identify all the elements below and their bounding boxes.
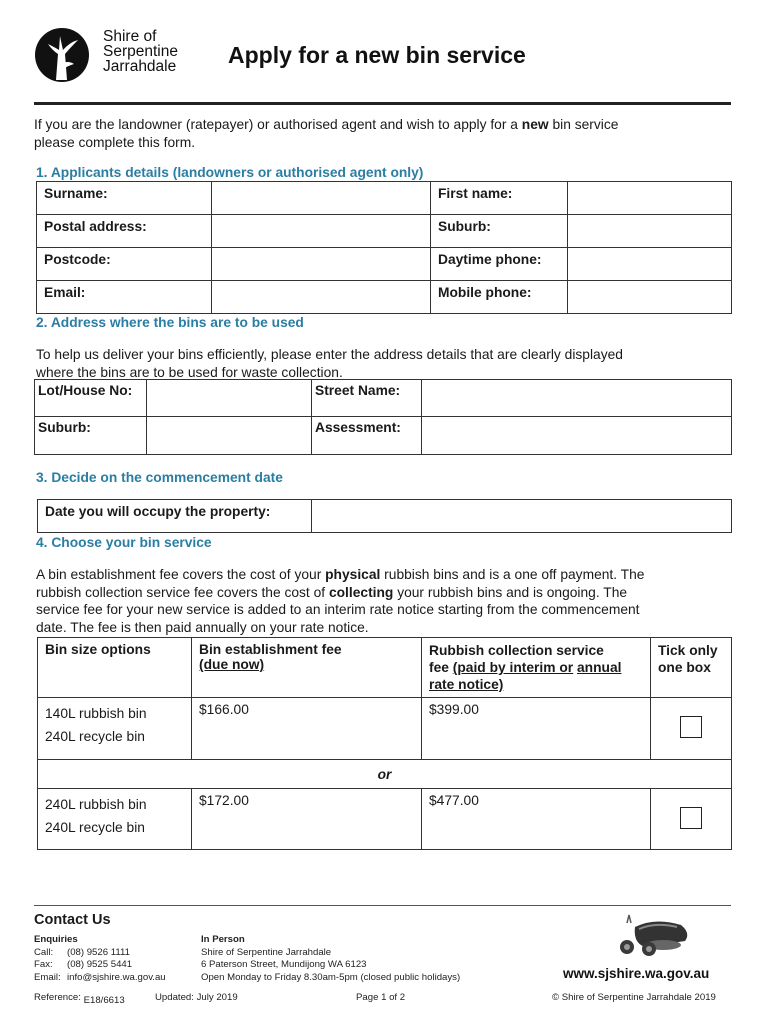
option1-tick-cell — [651, 698, 732, 760]
email-link[interactable]: info@sjshire.wa.gov.au — [67, 971, 166, 983]
occupy-date-field[interactable] — [312, 500, 732, 533]
fax-number: (08) 9525 5441 — [67, 959, 133, 970]
lot-house-field[interactable] — [147, 380, 312, 417]
intro-text — [34, 116, 618, 151]
occupy-date-label: Date you will occupy the property: — [38, 500, 312, 533]
col4-line-1: Tick only — [658, 643, 718, 658]
bin-service-table — [37, 637, 732, 850]
org-line-2: Serpentine — [103, 43, 178, 60]
assessment-label: Assessment: — [312, 417, 422, 455]
street-name-field[interactable] — [422, 380, 732, 417]
email-contact-label: Email: — [34, 971, 61, 983]
in-person-line-1: Shire of Serpentine Jarrahdale — [201, 946, 332, 958]
option1-checkbox[interactable] — [680, 716, 702, 738]
col2-line-1: Bin establishment fee — [199, 642, 342, 657]
col-collection-header — [422, 638, 651, 698]
in-person-block — [201, 934, 460, 984]
website-link[interactable]: www.sjshire.wa.gov.au — [563, 966, 710, 981]
option2-bins — [38, 789, 192, 850]
postal-address-field[interactable] — [212, 215, 431, 248]
col-establishment-header — [192, 638, 422, 698]
enquiries-block — [34, 934, 166, 984]
col-tick-header — [651, 638, 732, 698]
option1-line-1: 140L rubbish bin — [45, 706, 147, 721]
suburb-field[interactable] — [568, 215, 732, 248]
street-name-label: Street Name: — [312, 380, 422, 417]
shire-logo-icon — [34, 24, 90, 86]
section4-heading: 4. Choose your bin service — [36, 535, 212, 550]
intro-line-2: please complete this form. — [34, 134, 196, 150]
option1-line-2: 240L recycle bin — [45, 729, 145, 744]
first-name-field[interactable] — [568, 182, 732, 215]
daytime-phone-field[interactable] — [568, 248, 732, 281]
s4-p3: service fee for your new service is added to an interim rate notice starting from the commencement — [36, 602, 640, 617]
updated-date: Updated: July 2019 — [155, 992, 238, 1003]
option2-line-2: 240L recycle bin — [45, 820, 145, 835]
bin-truck-illustration-icon — [605, 913, 691, 963]
contact-heading: Contact Us — [34, 912, 111, 928]
option1-bins — [38, 698, 192, 760]
or-separator: or — [38, 760, 732, 789]
surname-label: Surname: — [37, 182, 212, 215]
s4-p2-a: rubbish collection service fee covers the cost of — [36, 584, 329, 600]
col2-line-2: (due now) — [199, 657, 265, 672]
section4-text — [36, 566, 644, 636]
address-suburb-label: Suburb: — [35, 417, 147, 455]
s4-p1-b: rubbish bins and is a one off payment. The — [380, 567, 645, 582]
section2-heading: 2. Address where the bins are to be used — [36, 315, 304, 330]
address-suburb-field[interactable] — [147, 417, 312, 455]
fax-label: Fax: — [34, 959, 53, 970]
suburb-label: Suburb: — [431, 215, 568, 248]
col3-u1: (paid by interim or — [452, 660, 574, 675]
enquiries-title: Enquiries — [34, 934, 78, 945]
intro-text-a: If you are the landowner (ratepayer) or authorised agent and wish to apply for a — [34, 117, 522, 132]
col3-a: fee — [429, 660, 453, 675]
lot-house-label: Lot/House No: — [35, 380, 147, 417]
reference — [34, 992, 125, 1006]
section2-text — [36, 346, 623, 381]
postcode-label: Postcode: — [37, 248, 212, 281]
page-title: Apply for a new bin service — [228, 42, 526, 68]
call-number: (08) 9526 1111 — [67, 946, 130, 958]
s4-p1-bold: physical — [325, 567, 381, 582]
intro-text-bold: new — [521, 117, 549, 132]
option2-tick-cell — [651, 789, 732, 850]
commencement-table — [37, 499, 732, 533]
postal-address-label: Postal address: — [37, 215, 212, 248]
email-label: Email: — [37, 281, 212, 314]
reference-label: Reference: — [34, 992, 81, 1003]
applicant-details-table — [36, 181, 732, 314]
option1-establishment-fee: $166.00 — [192, 698, 422, 760]
col3-u3: rate notice) — [429, 677, 504, 692]
copyright: © Shire of Serpentine Jarrahdale 2019 — [552, 992, 716, 1003]
in-person-line-2: 6 Paterson Street, Mundijong WA 6123 — [201, 959, 367, 970]
in-person-line-3: Open Monday to Friday 8.30am-5pm (closed public holidays) — [201, 971, 461, 983]
s4-p4: date. The fee is then paid annually on your rate notice. — [36, 619, 369, 635]
first-name-label: First name: — [431, 182, 568, 215]
surname-field[interactable] — [212, 182, 431, 215]
org-line-1: Shire of — [103, 28, 157, 45]
section1-heading: 1. Applicants details (landowners or authorised agent only) — [36, 165, 424, 180]
postcode-field[interactable] — [212, 248, 431, 281]
intro-text-b: bin service — [548, 117, 619, 132]
col-bin-size-header: Bin size options — [38, 638, 192, 698]
s4-p1-a: A bin establishment fee covers the cost of your — [36, 567, 326, 582]
s4-p2-b: your rubbish bins and is ongoing. The — [393, 584, 628, 600]
org-line-3: Jarrahdale — [103, 58, 177, 75]
col3-line-1: Rubbish collection service — [429, 643, 604, 658]
footer-divider — [34, 905, 731, 906]
mobile-phone-field[interactable] — [568, 281, 732, 314]
mobile-phone-label: Mobile phone: — [431, 281, 568, 314]
assessment-field[interactable] — [422, 417, 732, 455]
option2-checkbox[interactable] — [680, 807, 702, 829]
s4-p2-bold: collecting — [328, 584, 394, 600]
option2-establishment-fee: $172.00 — [192, 789, 422, 850]
section2-line-2: where the bins are to be used for waste collection. — [36, 364, 343, 380]
page-number: Page 1 of 2 — [356, 992, 406, 1003]
option2-collection-fee: $477.00 — [422, 789, 651, 850]
email-field[interactable] — [212, 281, 431, 314]
daytime-phone-label: Daytime phone: — [431, 248, 568, 281]
in-person-title: In Person — [201, 934, 245, 945]
call-label: Call: — [34, 946, 54, 958]
section2-line-1: To help us deliver your bins efficiently, please enter the address details that are clearly displayed — [36, 347, 623, 362]
reference-number: E18/6613 — [83, 995, 125, 1006]
option1-collection-fee: $399.00 — [422, 698, 651, 760]
bin-address-table — [34, 379, 732, 455]
section3-heading: 3. Decide on the commencement date — [36, 470, 283, 485]
org-name — [103, 29, 178, 74]
header-divider — [34, 102, 731, 105]
col4-line-2: one box — [658, 660, 711, 675]
col3-u2: annual — [576, 660, 622, 675]
option2-line-1: 240L rubbish bin — [45, 797, 147, 812]
